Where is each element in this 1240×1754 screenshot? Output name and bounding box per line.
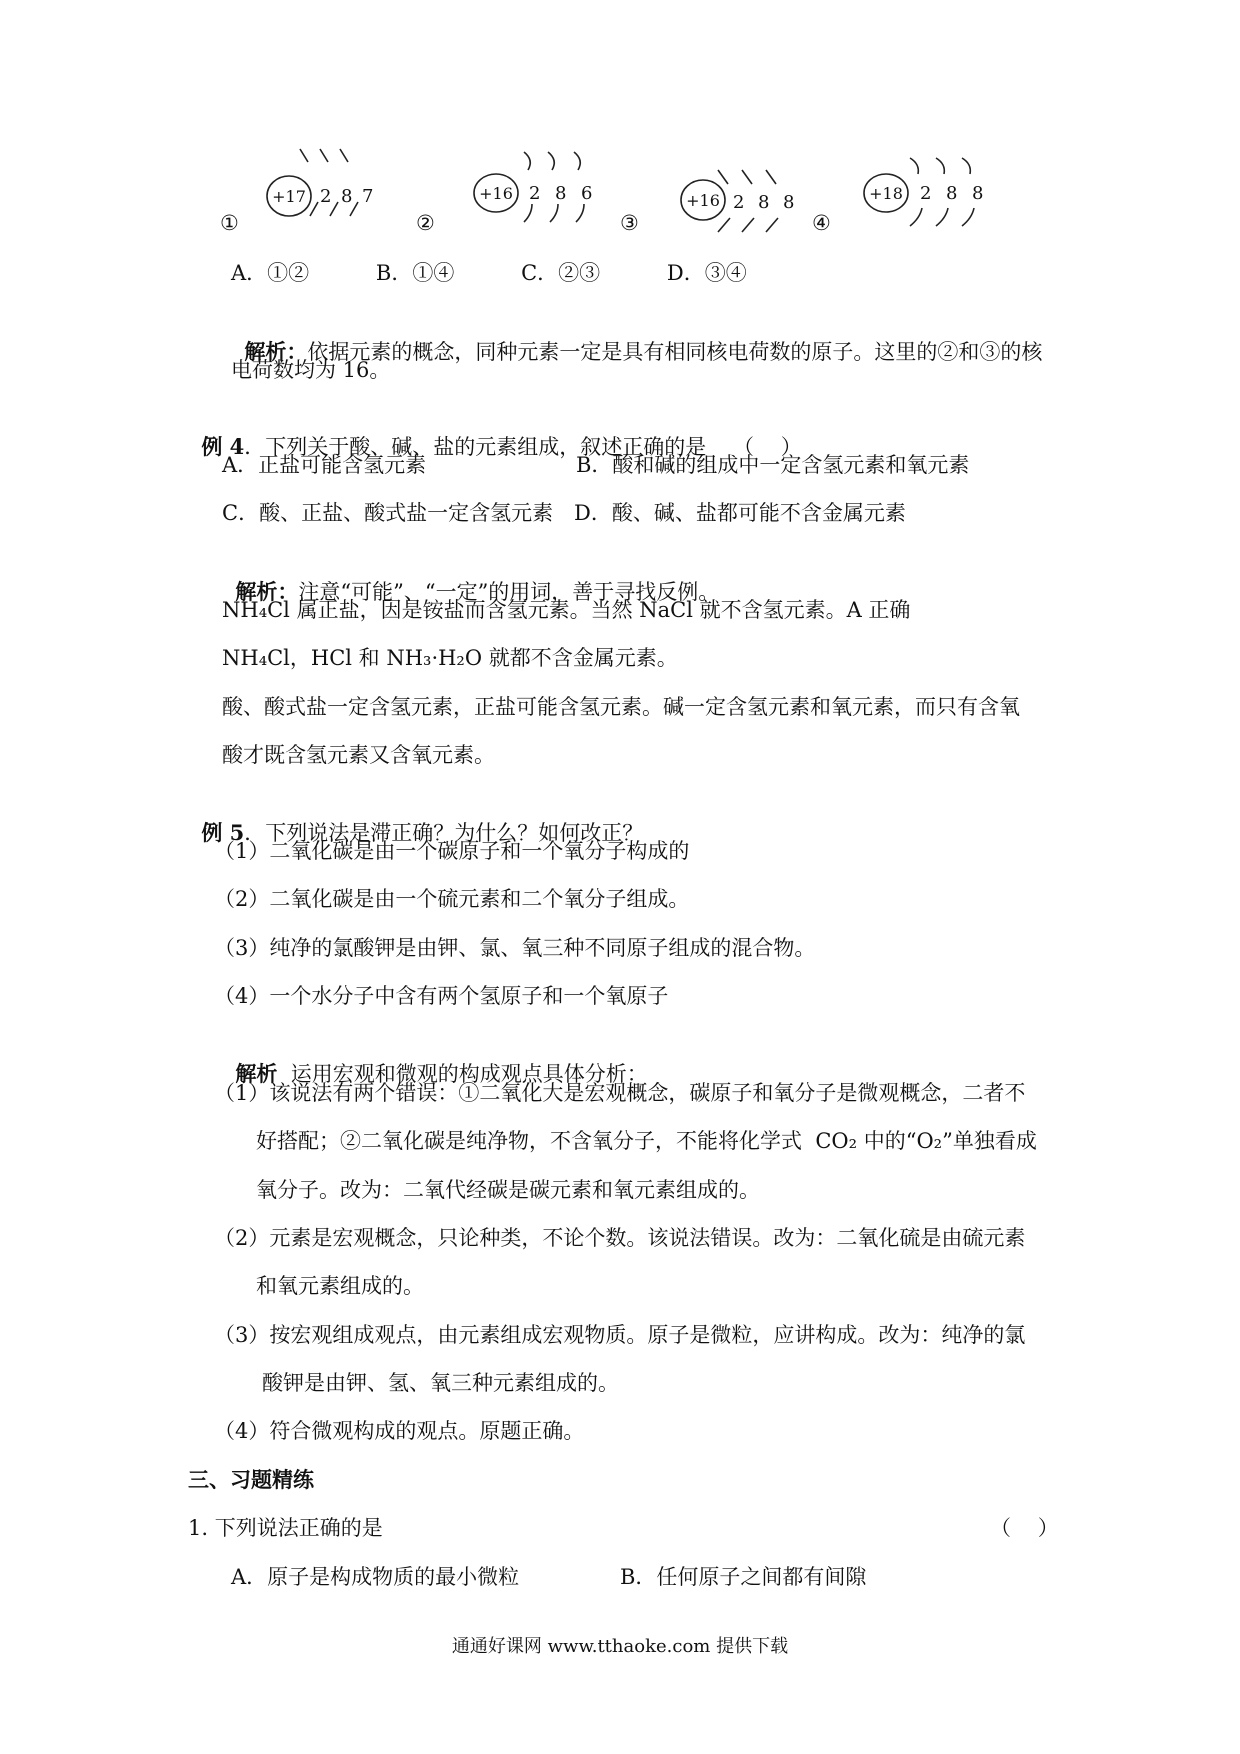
example-5-answer-1-line-1: （1）该说法有两个错误：①二氧化大是宏观概念，碳原子和氧分子是微观概念，二者不 [214, 1081, 1026, 1105]
problem-1-option-a: A．原子是构成物质的最小微粒 [231, 1565, 520, 1589]
atom-2-shell-2: 8 [555, 183, 567, 204]
section-heading: 三、习题精练 [188, 1467, 314, 1492]
example-4-option-c: C．酸、正盐、酸式盐一定含氢元素 [222, 501, 554, 525]
example-4-option-d: D．酸、碱、盐都可能不含金属元素 [574, 501, 906, 525]
example-5-answer-2-line-2: 和氧元素组成的。 [256, 1274, 424, 1298]
example-5-answer-3-line-2: 酸钾是由钾、氢、氧三种元素组成的。 [262, 1371, 619, 1395]
analysis-text: 依据元素的概念，同种元素一定是具有相同核电荷数的原子。这里的②和③的核 [307, 340, 1043, 364]
example-5-answer-2-line-1: （2）元素是宏观概念，只论种类，不论个数。该说法错误。改为：二氧化硫是由硫元素 [214, 1226, 1026, 1250]
atom-3-nucleus: +16 [686, 191, 720, 210]
atom-3-shell-1: 2 [733, 192, 745, 213]
example-5-question: ．下列说法是滞正确？为什么？如何改正？ [244, 821, 644, 845]
example-5-item-1: （1）二氧化碳是由一个碳原子和一个氧分子构成的 [214, 839, 690, 863]
atom-4-shell-2: 8 [946, 183, 958, 204]
example-4-analysis-line-3: 酸、酸式盐一定含氢元素，正盐可能含氢元素。碱一定含氢元素和氧元素，而只有含氧 [222, 695, 1020, 719]
page-footer: 通通好课网 www.tthaoke.com 提供下载 [451, 1636, 789, 1657]
atom-1-shell-2: 8 [341, 186, 353, 207]
atom-1-nucleus: +17 [272, 187, 306, 206]
atom-4-nucleus: +18 [869, 184, 903, 203]
analysis-text: 运用宏观和微观的构成观点具体分析： [277, 1062, 648, 1086]
example-4-analysis-line-4: 酸才既含氢元素又含氧元素。 [222, 743, 495, 767]
analysis-text: 注意“可能”、“一定”的用词，善于寻找反例。 [298, 580, 720, 604]
example-4-analysis-line-2: NH₄Cl，HCl 和 NH₃·H₂O 就都不含金属元素。 [222, 646, 678, 670]
atom-2-shell-3: 6 [581, 183, 593, 204]
analysis-label: 解析： [244, 339, 308, 364]
problem-1-answer-paren: （ ） [990, 1516, 1059, 1540]
q3-options: A．①② B．①④ C．②③ D．③④ [231, 261, 747, 285]
atom-4-marker: ④ [812, 211, 831, 235]
problem-1-stem: 1. 下列说法正确的是 [188, 1516, 383, 1540]
atom-2-shell-1: 2 [529, 183, 541, 204]
analysis-label: 解析 [235, 1061, 278, 1086]
analysis-label: 解析： [235, 579, 299, 604]
example-5-answer-1-line-2: 好搭配；②二氧化碳是纯净物，不含氧分子，不能将化学式 CO₂ 中的“O₂”单独看成 [256, 1129, 1037, 1153]
example-5-answer-3-line-1: （3）按宏观组成观点，由元素组成宏观物质。原子是微粒，应讲构成。改为：纯净的氯 [214, 1323, 1026, 1347]
example-5-answer-4: （4）符合微观构成的观点。原题正确。 [214, 1419, 585, 1443]
example-4-label: 例 4 [201, 434, 245, 459]
example-5-label: 例 5 [201, 820, 245, 845]
atom-1-shell-1: 2 [320, 186, 332, 207]
q3-analysis-line-2: 电荷数均为 16。 [231, 358, 391, 382]
atom-2-nucleus: +16 [479, 184, 513, 203]
example-5-item-2: （2）二氧化碳是由一个硫元素和二个氧分子组成。 [214, 887, 690, 911]
atom-3-shell-3: 8 [783, 192, 795, 213]
example-5-item-4: （4）一个水分子中含有两个氢原子和一个氧原子 [214, 984, 669, 1008]
atom-3-shell-2: 8 [758, 192, 770, 213]
atom-2-marker: ② [416, 211, 435, 235]
problem-1-option-b: B．任何原子之间都有间隙 [620, 1565, 867, 1589]
atom-3-marker: ③ [620, 211, 639, 235]
example-4-analysis-line-1: NH₄Cl 属正盐，因是铵盐而含氢元素。当然 NaCl 就不含氢元素。A 正确 [222, 598, 911, 622]
atom-4-shell-1: 2 [920, 183, 932, 204]
atom-4-shell-3: 8 [972, 183, 984, 204]
example-5-item-3: （3）纯净的氯酸钾是由钾、氯、氧三种不同原子组成的混合物。 [214, 936, 816, 960]
example-4-option-b: B．酸和碱的组成中一定含氢元素和氧元素 [576, 453, 970, 477]
example-4-option-a: A．正盐可能含氢元素 [222, 453, 427, 477]
example-4-question: ．下列关于酸、碱、盐的元素组成，叙述正确的是 （ ） [244, 435, 802, 459]
example-5-answer-1-line-3: 氧分子。改为：二氧代经碳是碳元素和氧元素组成的。 [256, 1178, 760, 1202]
atom-1-shell-3: 7 [362, 186, 374, 207]
atom-1-marker: ① [220, 211, 239, 235]
atom-structure-diagrams [0, 0, 1240, 260]
